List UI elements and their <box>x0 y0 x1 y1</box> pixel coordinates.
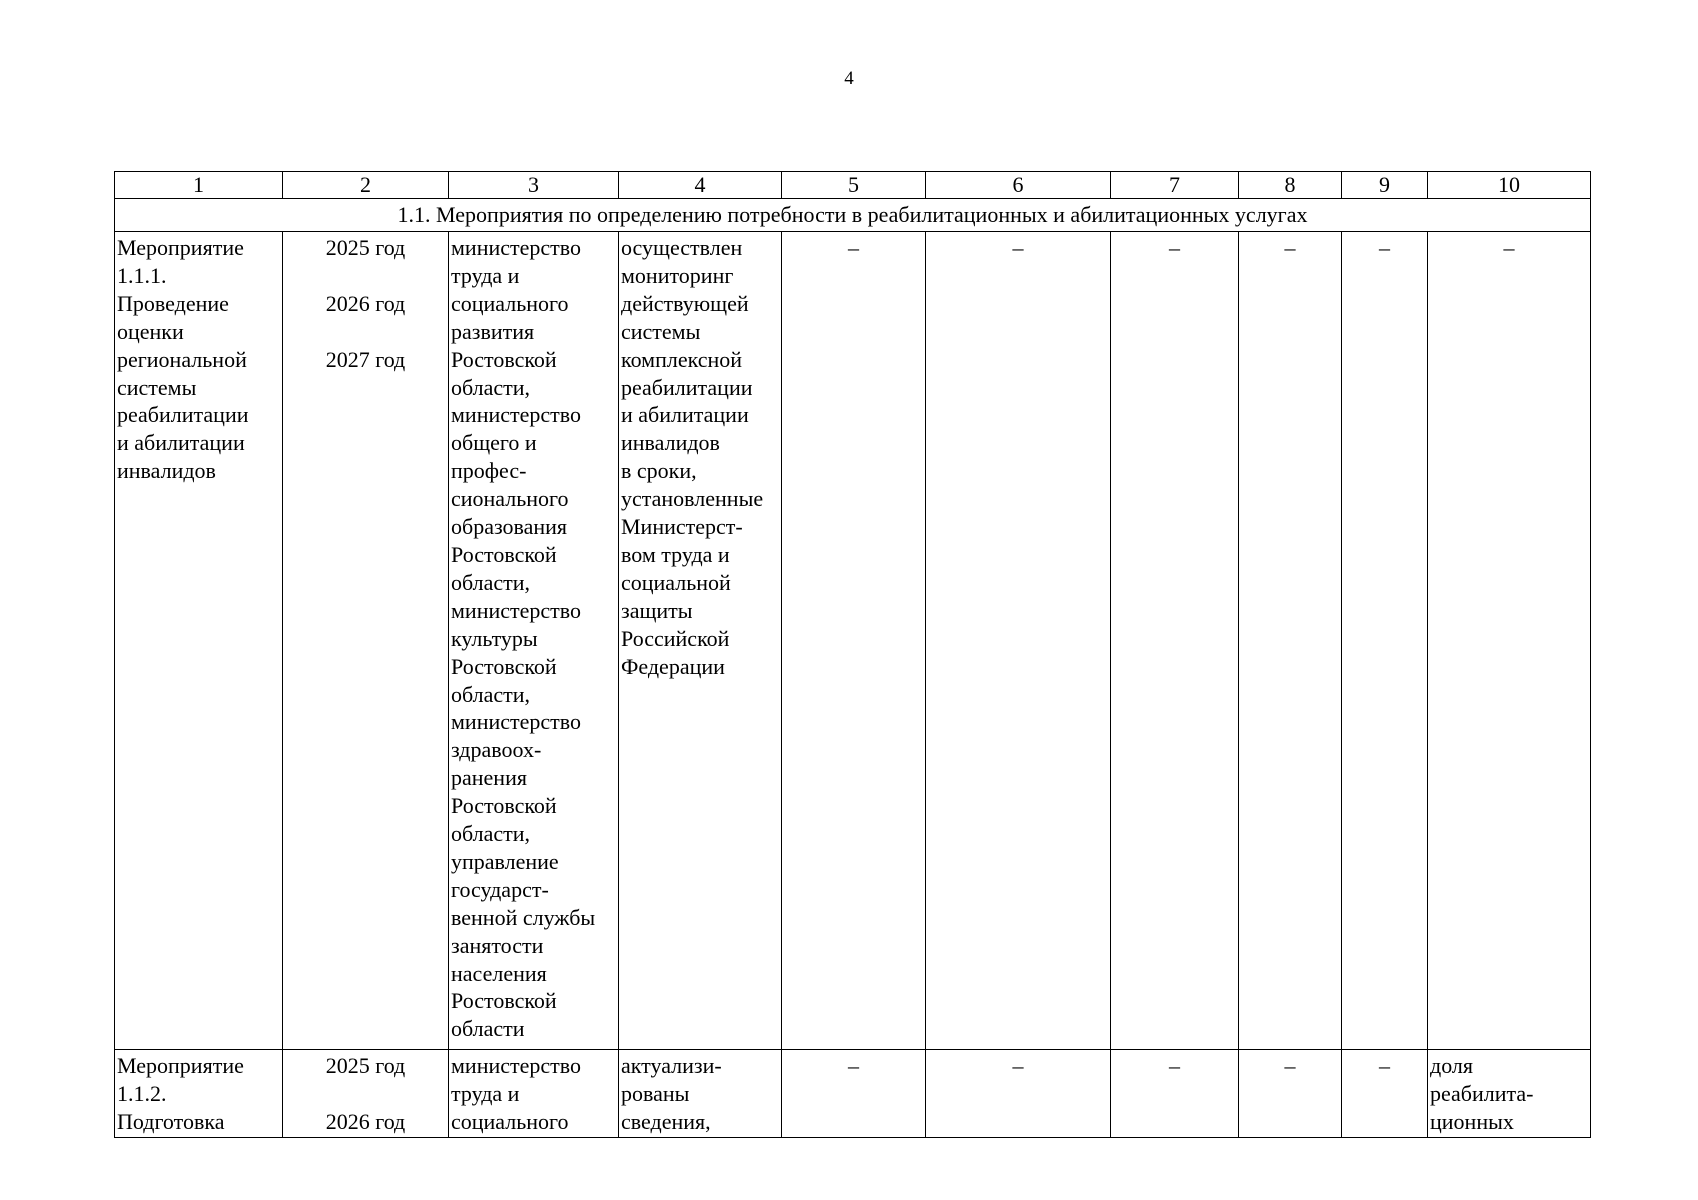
cell-col5: – <box>782 232 926 1050</box>
section-heading-row <box>115 199 1591 232</box>
responsible-executors: министерство труда и социального развития Ростовской области, министерство общего и профес- сионального образования Ростовской области, министерство культуры Ростовской области, министерство здравоох- ранения Ростовской области, управление государст- венной службы занятости населения Ростовской области <box>449 232 619 1050</box>
implementation-years: 2025 год 2026 год 2027 год <box>283 232 449 1050</box>
page-number: 4 <box>844 68 854 89</box>
column-number: 3 <box>449 172 619 199</box>
column-number: 1 <box>115 172 283 199</box>
cell-col8: – <box>1239 232 1342 1050</box>
cell-col6: – <box>926 232 1111 1050</box>
cell-col7: – <box>1111 1050 1239 1138</box>
cell-col9: – <box>1342 1050 1428 1138</box>
section-title: 1.1. Мероприятия по определению потребности в реабилитационных и абилитационных услугах <box>115 199 1591 232</box>
activity-name: Мероприятие 1.1.1. Проведение оценки региональной системы реабилитации и абилитации инвалидов <box>115 232 283 1050</box>
column-number-row <box>115 172 1591 199</box>
column-number: 8 <box>1239 172 1342 199</box>
activity-name: Мероприятие 1.1.2. Подготовка <box>115 1050 283 1138</box>
expected-result: осуществлен мониторинг действующей системы комплексной реабилитации и абилитации инвалидов в сроки, установленные Министерст- вом труда и социальной защиты Российской Федерации <box>619 232 782 1050</box>
cell-col6: – <box>926 1050 1111 1138</box>
plan-table <box>114 171 1591 1138</box>
cell-col10: доля реабилита- ционных <box>1428 1050 1591 1138</box>
cell-col8: – <box>1239 1050 1342 1138</box>
table-row <box>115 1050 1591 1138</box>
cell-col10: – <box>1428 232 1591 1050</box>
responsible-executors: министерство труда и социального <box>449 1050 619 1138</box>
column-number: 10 <box>1428 172 1591 199</box>
cell-col5: – <box>782 1050 926 1138</box>
table-row <box>115 232 1591 1050</box>
column-number: 2 <box>283 172 449 199</box>
cell-col7: – <box>1111 232 1239 1050</box>
expected-result: актуализи- рованы сведения, <box>619 1050 782 1138</box>
implementation-years: 2025 год 2026 год <box>283 1050 449 1138</box>
column-number: 4 <box>619 172 782 199</box>
column-number: 6 <box>926 172 1111 199</box>
column-number: 9 <box>1342 172 1428 199</box>
column-number: 5 <box>782 172 926 199</box>
cell-col9: – <box>1342 232 1428 1050</box>
column-number: 7 <box>1111 172 1239 199</box>
